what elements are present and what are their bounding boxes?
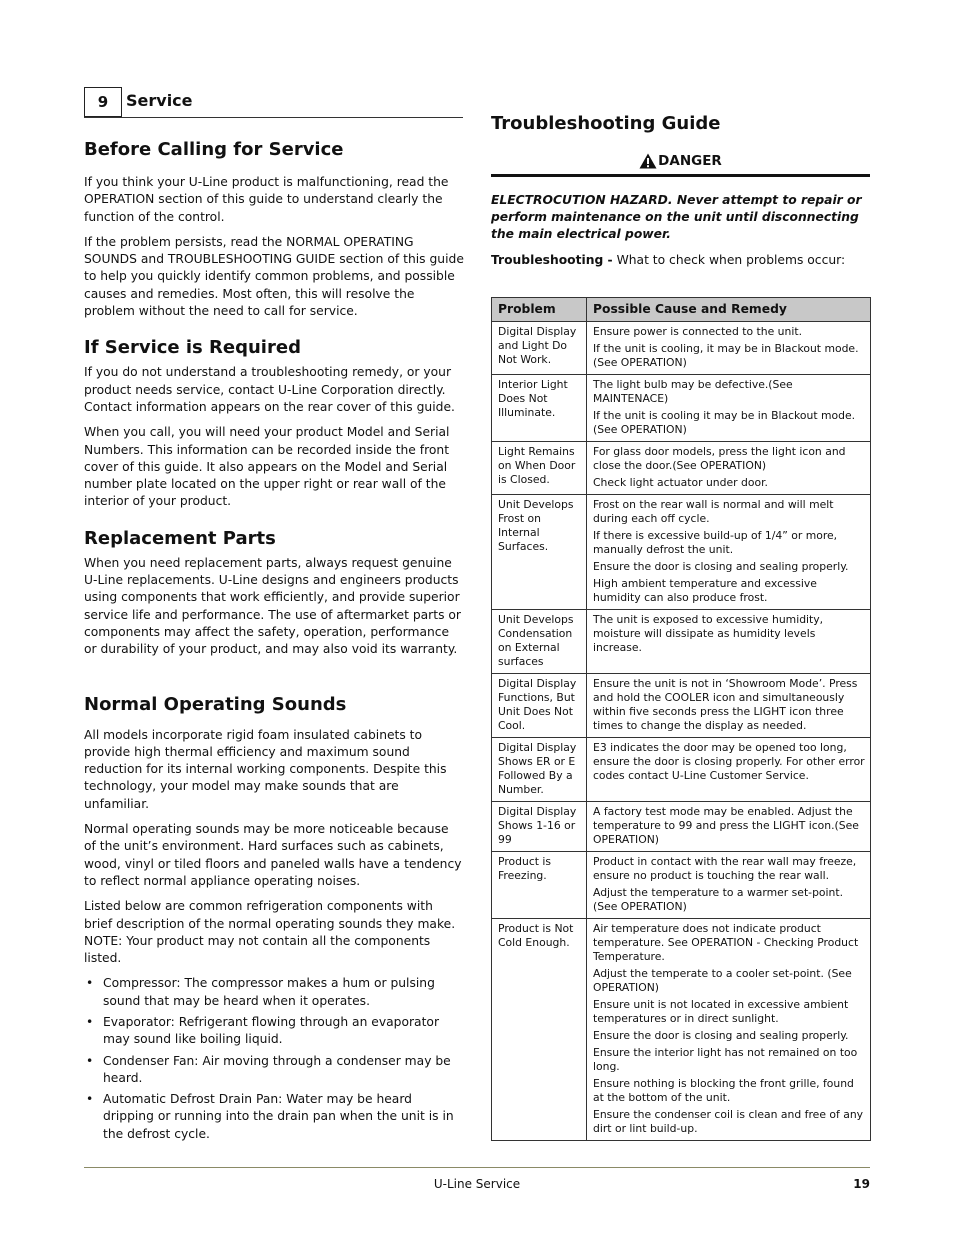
table-row xyxy=(492,442,871,495)
paragraph: All models incorporate rigid foam insulated cabinets to provide high thermal efficiency and maximum sound reduction for its internal working components. Despite this technology, your model may make sounds that are unfamiliar. xyxy=(84,727,447,811)
problem-cell: Interior Light Does Not Illuminate. xyxy=(492,375,587,442)
remedy-item: E3 indicates the door may be opened too long, ensure the door is closing properly. For other error codes contact U-Line Customer Service. xyxy=(593,741,865,782)
intro-text: What to check when problems occur: xyxy=(612,253,846,267)
paragraph: If you do not understand a troubleshooting remedy, or your product needs service, contact U-Line Corporation directly. Contact information appears on the rear cover of this guide. xyxy=(84,365,455,414)
list-item: • Automatic Defrost Drain Pan: Water may be heard dripping or running into the drain pan when the unit is in the defrost cycle. xyxy=(84,1091,464,1143)
paragraph: Listed below are common refrigeration components with brief description of the normal operating sounds they make. NOTE: Your product may not contain all the components listed. xyxy=(84,899,456,966)
remedy-item: A factory test mode may be enabled. Adjust the temperature to 99 and press the LIGHT icon.(See OPERATION) xyxy=(593,805,859,846)
table-row xyxy=(492,674,871,738)
remedy-cell xyxy=(587,442,871,495)
table-row xyxy=(492,610,871,674)
page-number: 19 xyxy=(853,1177,870,1191)
table-row xyxy=(492,495,871,610)
problem-cell: Light Remains on When Door is Closed. xyxy=(492,442,587,495)
remedy-item: Adjust the temperature to a warmer set-point. (See OPERATION) xyxy=(593,886,844,913)
remedy-item: Air temperature does not indicate product temperature. See OPERATION - Checking Product Temperature. xyxy=(593,922,859,963)
remedy-item: For glass door models, press the light icon and close the door.(See OPERATION) xyxy=(593,445,846,472)
problem-cell: Unit Develops Condensation on External surfaces xyxy=(492,610,587,674)
column-header-remedy: Possible Cause and Remedy xyxy=(587,298,871,322)
remedy-cell xyxy=(587,738,871,802)
table-row xyxy=(492,852,871,919)
remedy-cell xyxy=(587,495,871,610)
remedy-item: The unit is exposed to excessive humidity, moisture will dissipate as humidity levels increase. xyxy=(593,613,824,654)
problem-cell: Digital Display and Light Do Not Work. xyxy=(492,322,587,375)
table-row xyxy=(492,322,871,375)
remedy-cell xyxy=(587,919,871,1141)
list-item: • Evaporator: Refrigerant flowing through an evaporator may sound like boiling liquid. xyxy=(84,1014,464,1049)
remedy-item: Ensure the door is closing and sealing properly. xyxy=(593,560,849,573)
heading-before-calling: Before Calling for Service xyxy=(84,139,344,160)
problem-cell: Digital Display Shows ER or E Followed By a Number. xyxy=(492,738,587,802)
paragraph: Normal operating sounds may be more noticeable because of the unit’s environment. Hard surfaces such as cabinets, wood, vinyl or tiled floors and paneled walls have a tendency to reflect normal appliance operating noises. xyxy=(84,822,462,888)
remedy-item: Ensure the door is closing and sealing properly. xyxy=(593,1029,849,1042)
remedy-item: Ensure nothing is blocking the front grille, found at the bottom of the unit. xyxy=(593,1077,854,1104)
paragraph: If you think your U-Line product is malfunctioning, read the OPERATION section of this guide to understand clearly the function of the control. xyxy=(84,175,449,224)
paragraph: When you call, you will need your product Model and Serial Numbers. This information can be recorded inside the front cover of this guide. It also appears on the Model and Serial number plate located on the upper right or rear wall of the interior of your product. xyxy=(84,425,450,509)
remedy-item: Ensure the unit is not in ‘Showroom Mode’. Press and hold the COOLER icon and simultaneously within five seconds press the LIGHT icon three times to change the display as needed. xyxy=(593,677,858,732)
troubleshooting-intro xyxy=(491,252,870,269)
problem-cell: Unit Develops Frost on Internal Surfaces. xyxy=(492,495,587,610)
danger-banner xyxy=(491,148,870,177)
heading-replacement-parts: Replacement Parts xyxy=(84,527,276,549)
warning-triangle-icon xyxy=(639,153,657,169)
paragraph: If the problem persists, read the NORMAL OPERATING SOUNDS and TROUBLESHOOTING GUIDE section of this guide to help you quickly identify common problems, and possible causes and remedies. Most often, this will resolve the problem without the need to call for service. xyxy=(84,234,464,319)
right-column xyxy=(491,110,870,1135)
remedy-item: Frost on the rear wall is normal and will melt during each off cycle. xyxy=(593,498,834,525)
remedy-item: High ambient temperature and excessive humidity can also produce frost. xyxy=(593,577,817,604)
remedy-cell xyxy=(587,322,871,375)
column-header-problem: Problem xyxy=(492,298,587,322)
table-header-row xyxy=(492,298,871,322)
remedy-cell xyxy=(587,674,871,738)
table-row xyxy=(492,802,871,852)
list-item: • Compressor: The compressor makes a hum or pulsing sound that may be heard when it operates. xyxy=(84,975,464,1010)
remedy-item: The light bulb may be defective.(See MAINTENACE) xyxy=(593,378,793,405)
remedy-cell xyxy=(587,610,871,674)
remedy-cell xyxy=(587,375,871,442)
table-body xyxy=(492,322,871,1141)
remedy-item: If the unit is cooling it may be in Blackout mode. (See OPERATION) xyxy=(593,409,856,436)
remedy-item: Check light actuator under door. xyxy=(593,476,768,489)
table-row xyxy=(492,919,871,1141)
troubleshooting-table xyxy=(491,297,871,1141)
paragraph: When you need replacement parts, always request genuine U-Line replacements. U-Line designs and engineers products using components that work efficiently, and provide superior service life and performance. The use of aftermarket parts or components may affect the safety, operation, performance or durability of your product, and may also void its warranty. xyxy=(84,555,461,657)
remedy-item: Ensure unit is not located in excessive ambient temperatures or in direct sunlight. xyxy=(593,998,849,1025)
table-row xyxy=(492,375,871,442)
hazard-warning: ELECTROCUTION HAZARD. Never attempt to repair or perform maintenance on the unit until disconnecting the main electrical power. xyxy=(491,193,862,241)
intro-bold: Troubleshooting - xyxy=(491,253,613,267)
problem-cell: Digital Display Shows 1-16 or 99 xyxy=(492,802,587,852)
remedy-item: Ensure the condenser coil is clean and free of any dirt or lint build-up. xyxy=(593,1108,864,1135)
remedy-item: If the unit is cooling, it may be in Blackout mode. (See OPERATION) xyxy=(593,342,859,369)
footer-label: U-Line Service xyxy=(433,1177,521,1191)
footer-rule xyxy=(84,1167,870,1168)
remedy-item: If there is excessive build-up of 1/4” or more, manually defrost the unit. xyxy=(593,529,838,556)
problem-cell: Product is Not Cold Enough. xyxy=(492,919,587,1141)
problem-cell: Digital Display Functions, But Unit Does Not Cool. xyxy=(492,674,587,738)
section-number: 9 xyxy=(84,87,122,117)
list-item: • Condenser Fan: Air moving through a condenser may be heard. xyxy=(84,1053,464,1088)
heading-operating-sounds: Normal Operating Sounds xyxy=(84,693,347,715)
remedy-item: Ensure the interior light has not remained on too long. xyxy=(593,1046,858,1073)
remedy-item: Product in contact with the rear wall may freeze, ensure no product is touching the rear wall. xyxy=(593,855,857,882)
remedy-item: Adjust the temperate to a cooler set-point. (See OPERATION) xyxy=(593,967,852,994)
table-row xyxy=(492,738,871,802)
section-title: Service xyxy=(126,91,193,110)
danger-label: DANGER xyxy=(658,153,722,169)
heading-service-required: If Service is Required xyxy=(84,337,301,359)
remedy-cell xyxy=(587,852,871,919)
sounds-list xyxy=(84,975,464,1143)
remedy-cell xyxy=(587,802,871,852)
section-header xyxy=(84,87,463,118)
heading-troubleshooting: Troubleshooting Guide xyxy=(491,113,721,134)
remedy-item: Ensure power is connected to the unit. xyxy=(593,325,803,338)
left-column xyxy=(84,136,464,1147)
problem-cell: Product is Freezing. xyxy=(492,852,587,919)
